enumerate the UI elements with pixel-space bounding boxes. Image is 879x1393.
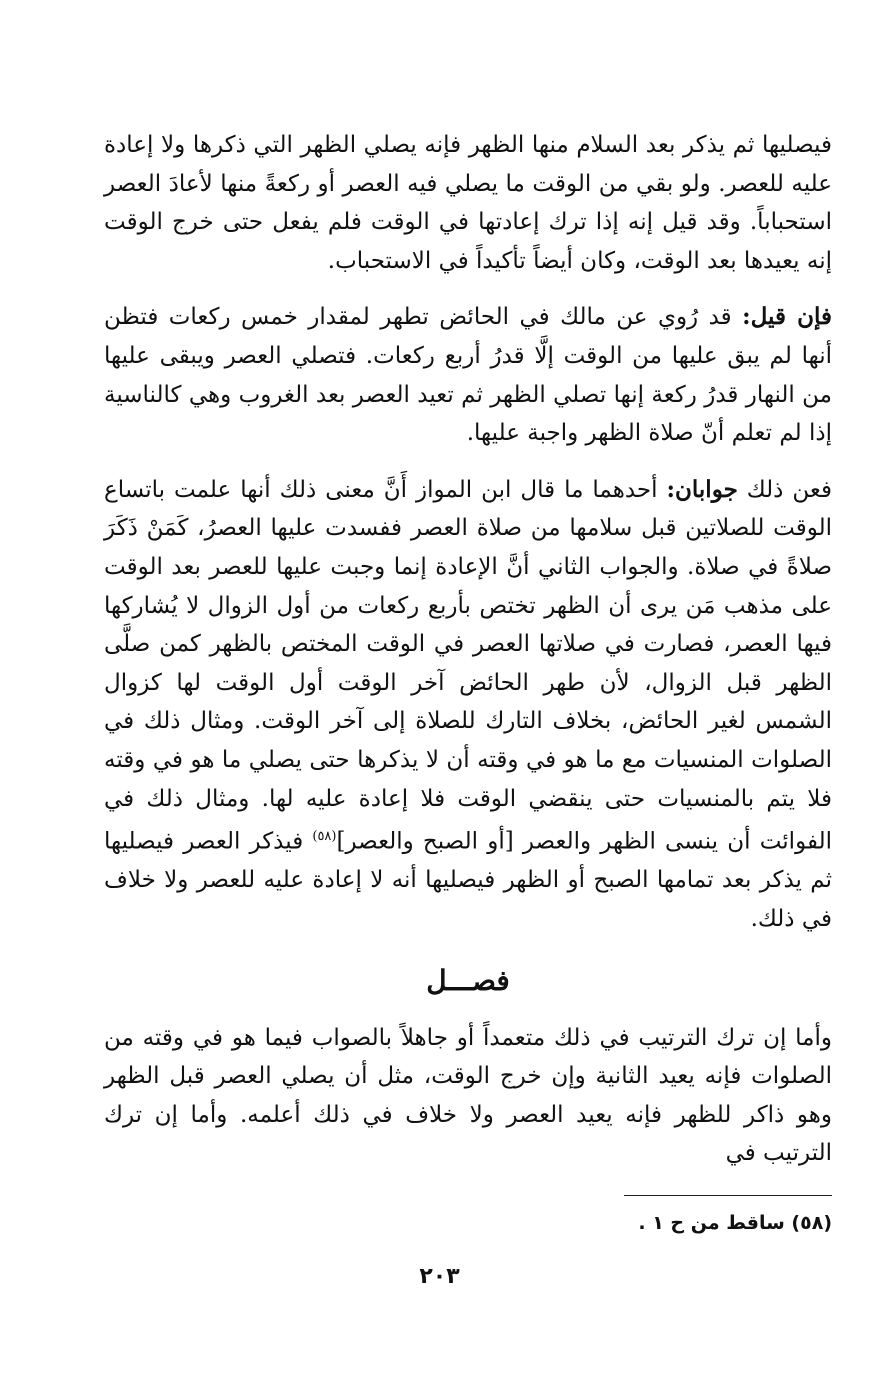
paragraph-4-text: وأما إن ترك الترتيب في ذلك متعمداً أو جاهلاً بالصواب فيما هو في وقته من الصلوات فإنه يعيد الثانية وإن خرج الوقت، مثل أن يصلي العصر قبل الظهر وهو ذاكر للظهر فإنه يعيد العصر ولا خلاف في ذلك أعلمه. وأما إن ترك الترتيب في xyxy=(104,1024,832,1167)
paragraph-4 xyxy=(104,1019,832,1173)
footnote: (٥٨) ساقط من ح ١ . xyxy=(638,1212,832,1234)
paragraph-2-text: قد رُوي عن مالك في الحائض تطهر لمقدار خمس ركعات فتظن أنها لم يبق عليها من الوقت إلَّا قدرُ أربع ركعات. فتصلي العصر ويبقى عليها من النهار قدرُ ركعة إنها تصلي الظهر ثم تعيد العصر بعد الغروب وهي كالناسية إذا لم تعلم أنّ صلاة الظهر واجبة عليها. xyxy=(104,304,832,447)
paragraph-3-text: أحدهما ما قال ابن المواز أَنَّ معنى ذلك أنها علمت باتساع الوقت للصلاتين قبل سلامها من صلاة العصر ففسدت عليها العصرُ، كَمَنْ ذَكَرَ صلاةً في صلاة. والجواب الثاني أنَّ الإعادة إنما وجبت عليها للعصر بعد الوقت على مذهب مَن يرى أن الظهر تختص بأربع ركعات من أول الزوال لا يُشاركها فيها العصر، فصارت في صلاتها العصر في الوقت المختص بالظهر كمن صلَّى الظهر قبل الزوال، لأن طهر الحائض آخر الوقت أول الوقت لها كزوال الشمس لغير الحائض، بخلاف التارك للصلاة إلى آخر الوقت. ومثال ذلك في الصلوات المنسيات مع ما هو في وقته أن لا يذكرها حتى يصلي ما هو في وقته فلا يتم بالمنسيات حتى ينقضي الوقت فلا إعادة عليه لها. ومثال ذلك في الفوائت أن ينسى الظهر والعصر [أو الصبح والعصر] xyxy=(104,476,832,855)
paragraph-3-end: فيذكر العصر فيصليها ثم يذكر بعد تمامها الصبح أو الظهر فيصليها أنه لا إعادة عليه للعصر ولا خلاف في ذلك. xyxy=(104,828,832,932)
page-number: ٢٠٣ xyxy=(419,1264,460,1289)
paragraph-2-lead: فإن قيل: xyxy=(742,303,832,331)
paragraph-3-lead: جوابان: xyxy=(666,475,738,503)
page-body xyxy=(104,126,832,1173)
paragraph-1-text: فيصليها ثم يذكر بعد السلام منها الظهر فإنه يصلي الظهر التي ذكرها ولا إعادة عليه للعصر. ولو بقي من الوقت ما يصلي فيه العصر أو ركعةً منها لأعادَ العصر استحباباً. وقد قيل إنه إذا ترك إعادتها في الوقت فلم يفعل حتى خرج الوقت إنه يعيدها بعد الوقت، وكان أيضاً تأكيداً في الاستحباب. xyxy=(104,132,832,274)
paragraph-1 xyxy=(104,126,832,280)
footnote-reference: (٥٨) xyxy=(312,829,337,845)
paragraph-2 xyxy=(104,298,832,452)
paragraph-3-pre: فعن ذلك xyxy=(737,476,833,503)
paragraph-3 xyxy=(104,471,832,939)
footnote-divider xyxy=(624,1195,832,1196)
section-heading: فصـــل xyxy=(426,963,510,997)
